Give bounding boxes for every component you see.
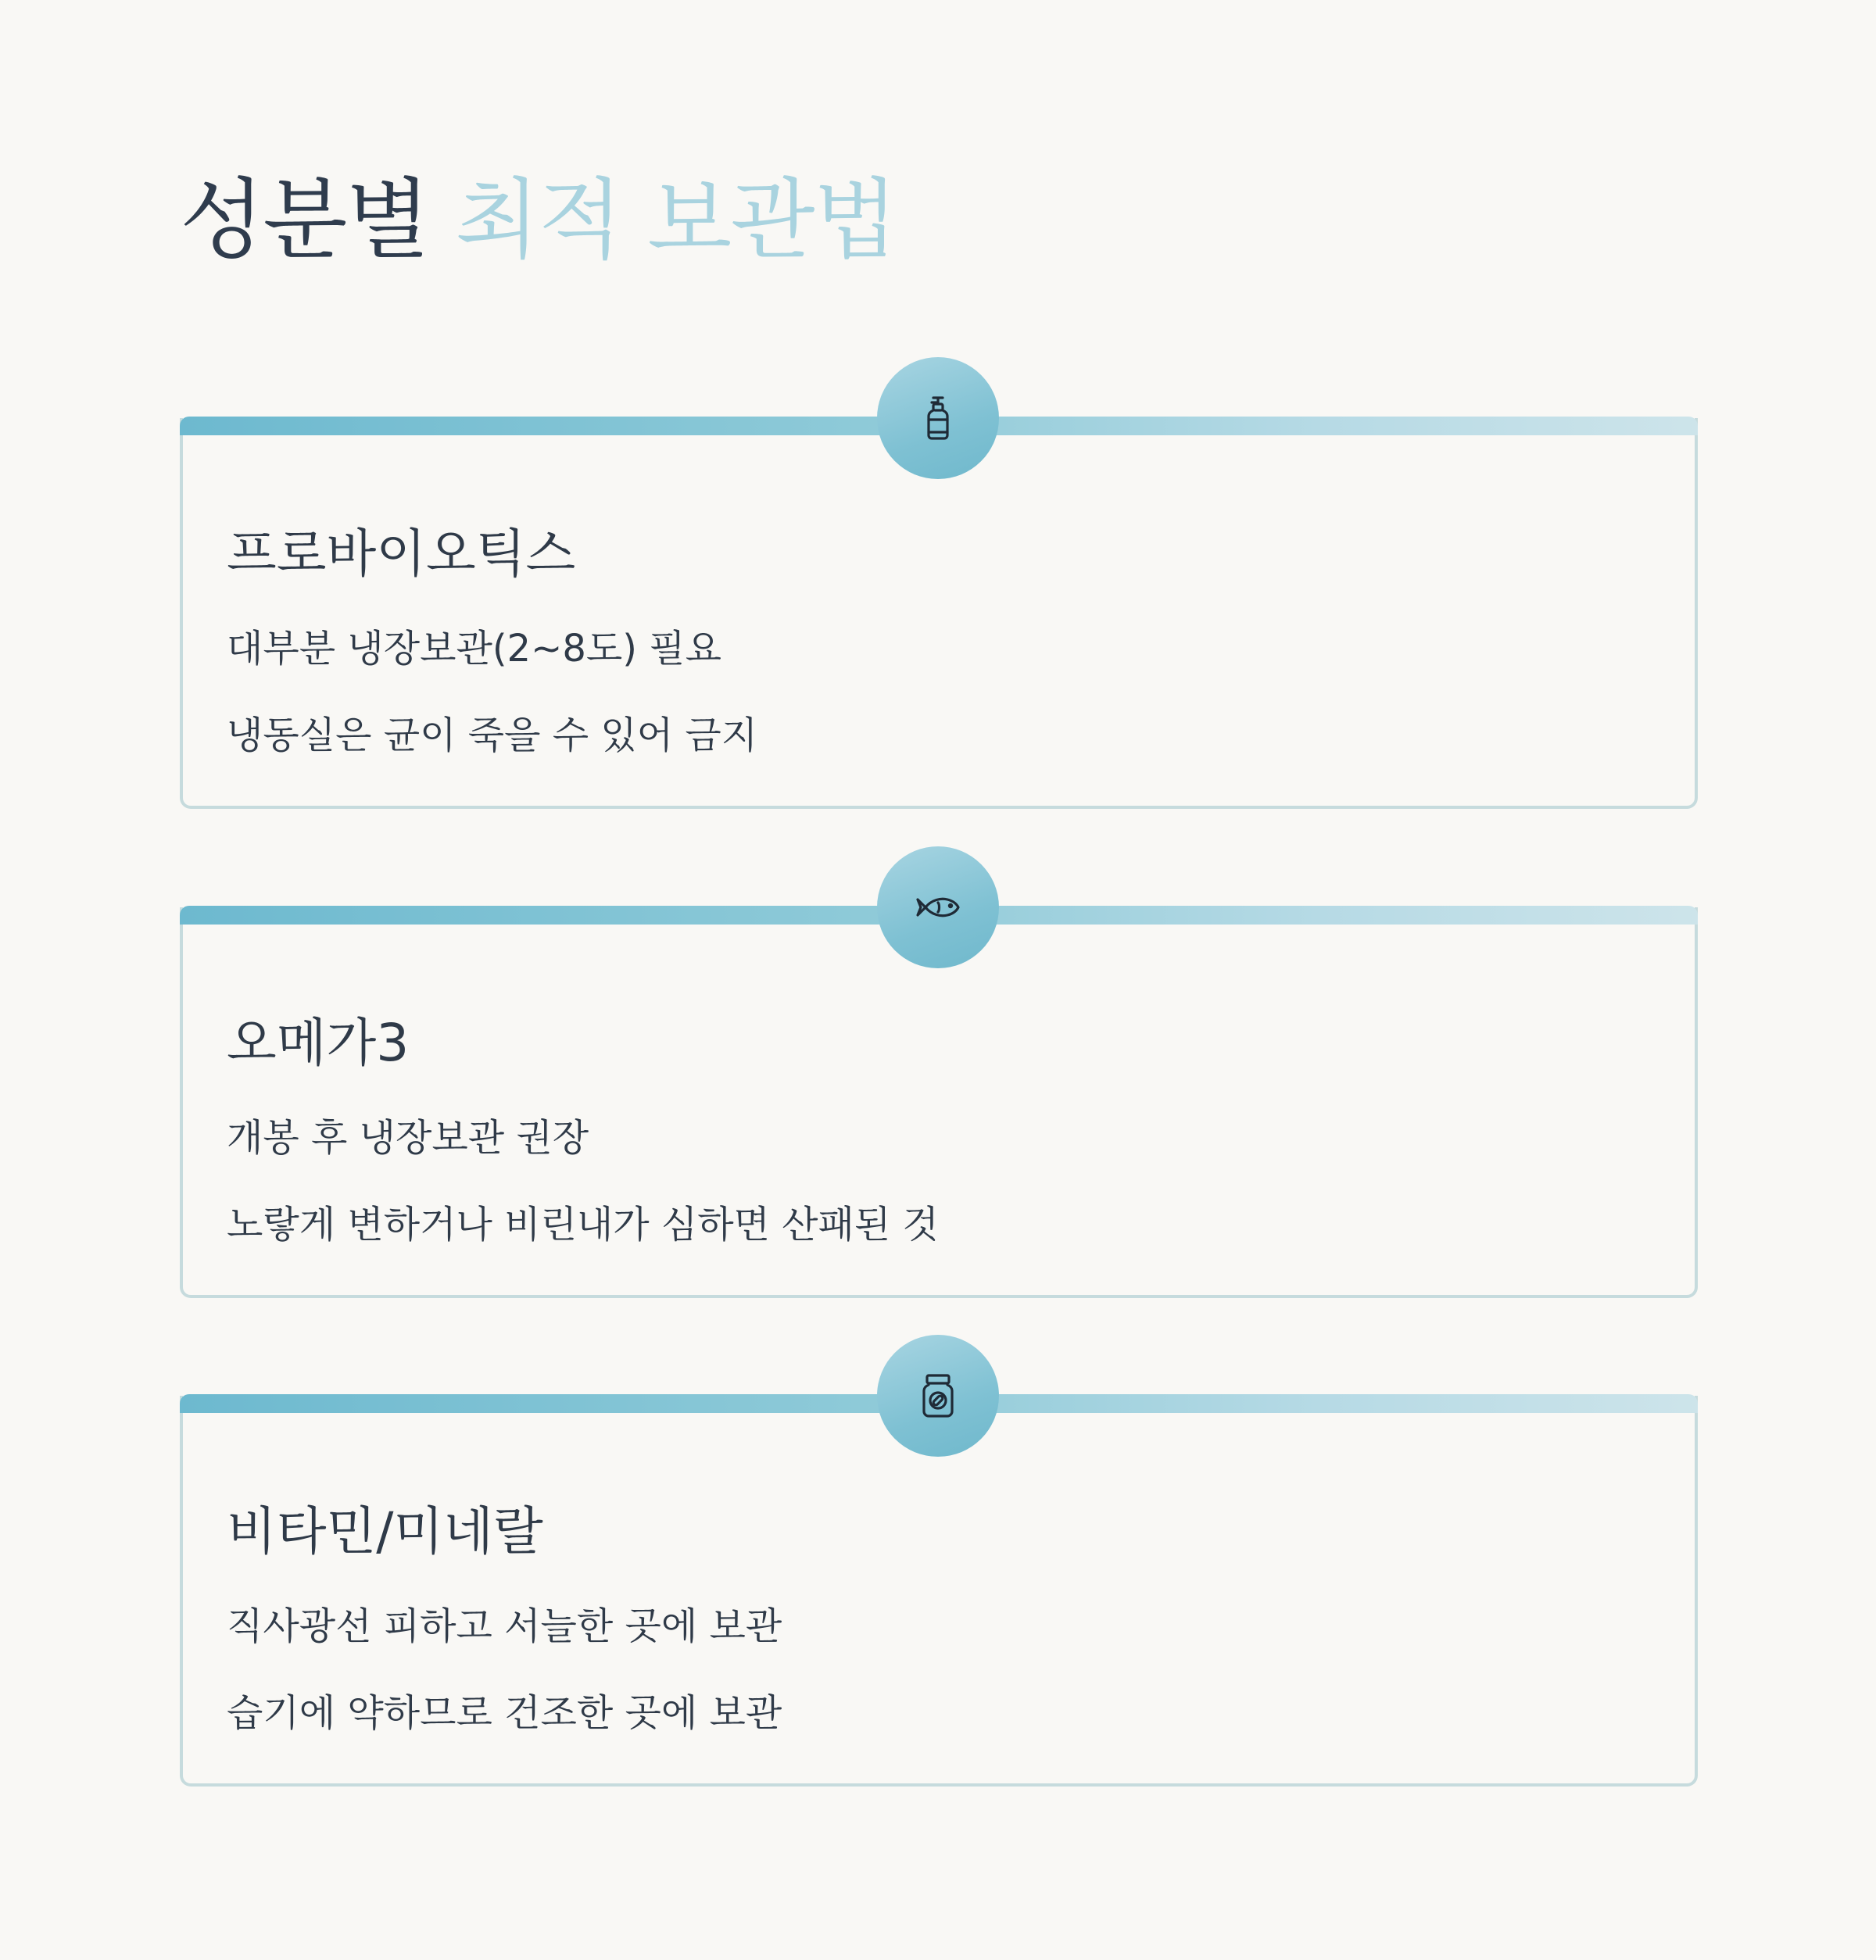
card-title: 비타민/미네랄 <box>227 1501 543 1561</box>
card-text-line: 노랗게 변하거나 비린내가 심하면 산패된 것 <box>227 1203 939 1246</box>
bottle-icon <box>913 393 963 443</box>
card-text-line: 개봉 후 냉장보관 권장 <box>227 1116 589 1160</box>
card-icon-badge <box>877 357 999 479</box>
card-title: 오메가3 <box>227 1013 410 1073</box>
card-text-line: 대부분 냉장보관(2~8도) 필요 <box>227 627 721 671</box>
card-text-line: 냉동실은 균이 죽을 수 있어 금지 <box>227 714 758 757</box>
card-icon-badge <box>877 1335 999 1457</box>
card-title: 프로바이오틱스 <box>227 524 576 584</box>
fish-icon <box>913 882 963 932</box>
card-vitamins <box>180 1396 1698 1787</box>
card-probiotics <box>180 418 1698 809</box>
card-text-line: 습기에 약하므로 건조한 곳에 보관 <box>227 1691 782 1735</box>
card-omega3 <box>180 907 1698 1298</box>
pill-jar-icon <box>913 1371 963 1421</box>
page-title-main: 성분별 <box>180 170 429 271</box>
card-text-line: 직사광선 피하고 서늘한 곳에 보관 <box>227 1604 782 1648</box>
page-title <box>180 168 897 273</box>
card-icon-badge <box>877 846 999 968</box>
page-title-accent: 최적 보관법 <box>455 170 897 271</box>
